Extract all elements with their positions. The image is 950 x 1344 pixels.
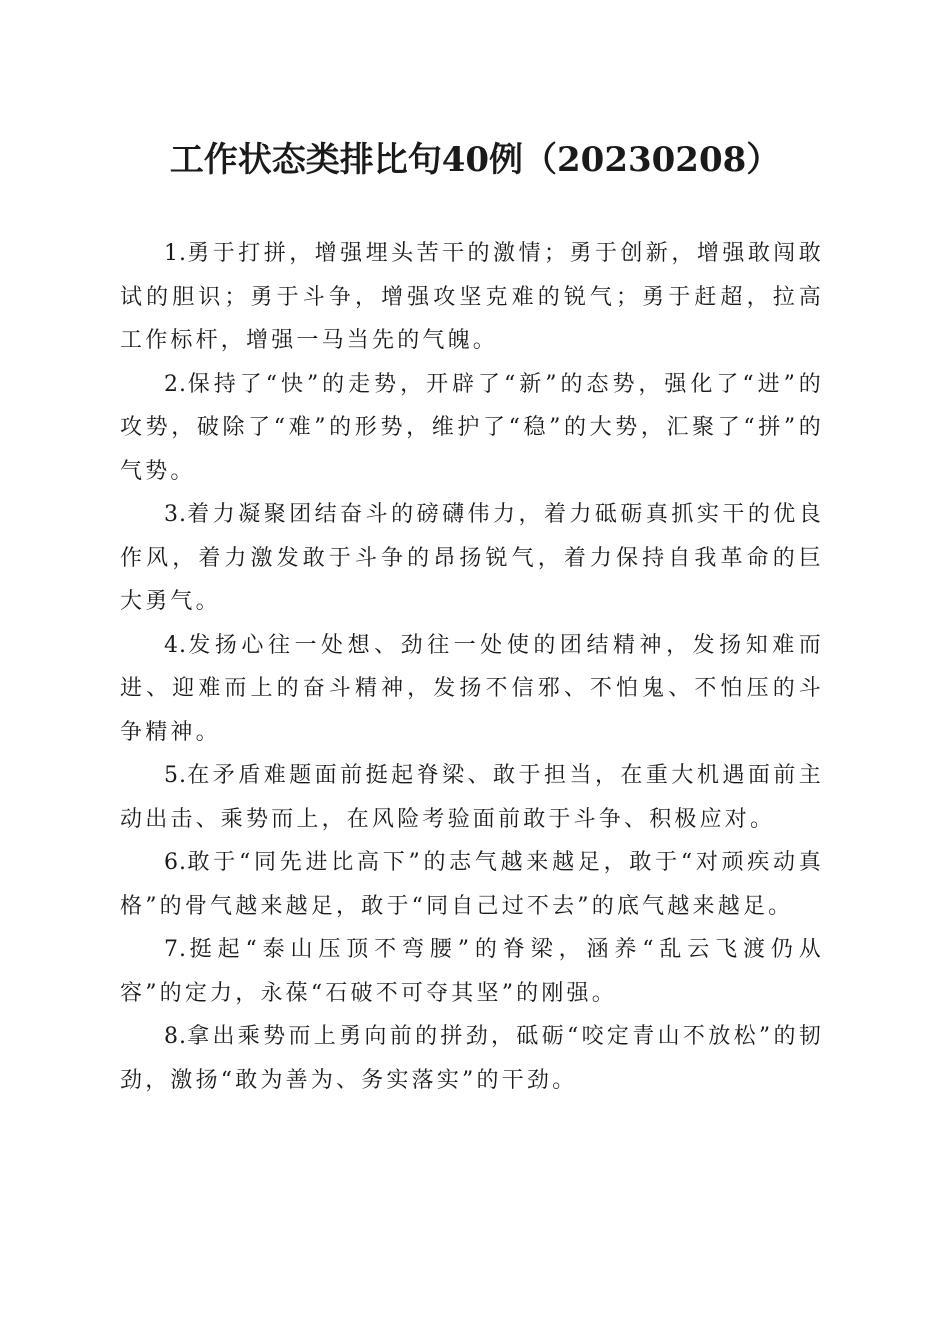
item-number: 4.	[164, 632, 187, 658]
item-number: 5.	[164, 763, 187, 788]
item-text: 拿出乘势而上勇向前的拼劲，砥砺“咬定青山不放松”的韧劲，激扬“敢为善为、务实落实”的干劲。	[120, 1024, 824, 1093]
list-item	[120, 232, 824, 363]
item-number: 8.	[164, 1024, 187, 1049]
item-text: 着力凝聚团结奋斗的磅礴伟力，着力砥砺真抓实干的优良作风，着力激发敢于斗争的昂扬锐气，着力保持自我革命的巨大勇气。	[120, 502, 824, 614]
list-item	[120, 928, 824, 1015]
item-text: 勇于打拼，增强埋头苦干的激情；勇于创新，增强敢闯敢试的胆识；勇于斗争，增强攻坚克难的锐气；勇于赶超，拉高工作标杆，增强一马当先的气魄。	[120, 241, 824, 353]
list-item	[120, 493, 824, 624]
item-text: 在矛盾难题面前挺起脊梁、敢于担当，在重大机遇面前主动出击、乘势而上，在风险考验面前敢于斗争、积极应对。	[120, 763, 824, 832]
list-item	[120, 624, 824, 755]
list-item	[120, 1015, 824, 1102]
item-number: 7.	[164, 937, 187, 962]
item-text: 发扬心往一处想、劲往一处使的团结精神，发扬知难而进、迎难而上的奋斗精神，发扬不信邪、不怕鬼、不怕压的斗争精神。	[120, 632, 824, 745]
list-item	[120, 754, 824, 841]
item-number: 3.	[164, 502, 187, 527]
item-number: 6.	[164, 850, 187, 875]
document-body	[120, 232, 824, 1102]
item-number: 1.	[164, 241, 187, 266]
list-item	[120, 363, 824, 494]
item-number: 2.	[164, 371, 187, 397]
item-text: 挺起“泰山压顶不弯腰”的脊梁，涵养“乱云飞渡仍从容”的定力，永葆“石破不可夺其坚”的刚强。	[120, 937, 824, 1006]
item-text: 敢于“同先进比高下”的志气越来越足，敢于“对顽疾动真格”的骨气越来越足，敢于“同自己过不去”的底气越来越足。	[120, 850, 824, 919]
document-title: 工作状态类排比句40例（20230208）	[169, 140, 781, 180]
item-text: 保持了“快”的走势，开辟了“新”的态势，强化了“进”的攻势，破除了“难”的形势，维护了“稳”的大势，汇聚了“拼”的气势。	[120, 371, 824, 484]
list-item	[120, 841, 824, 928]
